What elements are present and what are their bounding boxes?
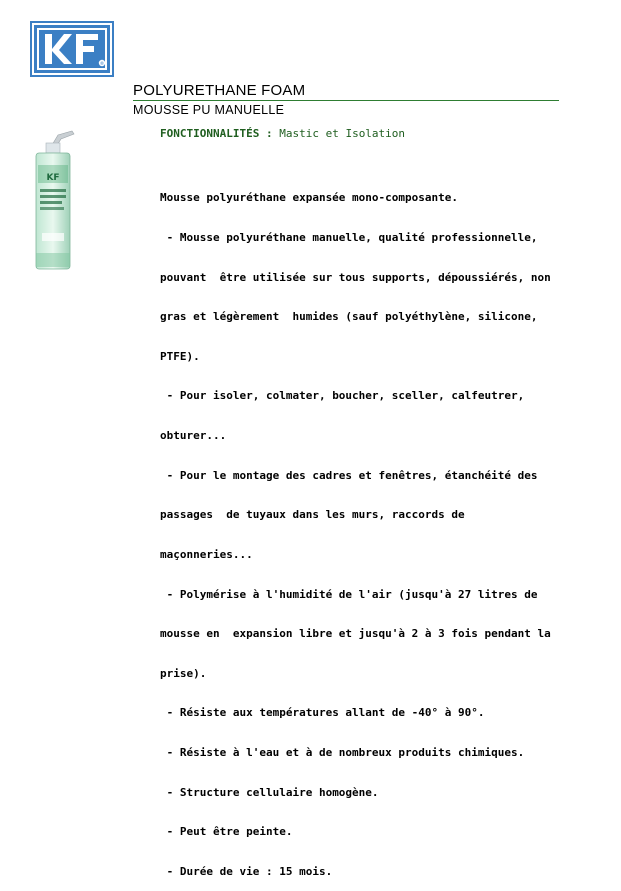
svg-text:®: ® xyxy=(99,62,105,67)
foam-can-icon xyxy=(28,125,82,275)
description-line: - Durée de vie : 15 mois. xyxy=(160,864,333,878)
svg-text:KF: KF xyxy=(46,173,60,183)
description-line: - Résiste aux températures allant de -40° à 90°. xyxy=(160,706,485,720)
description-line: pouvant être utilisée sur tous supports, dépoussiérés, non xyxy=(160,270,551,284)
description-line: - Structure cellulaire homogène. xyxy=(160,785,379,799)
kf-logo-icon xyxy=(32,23,112,75)
description-line: PTFE). xyxy=(160,349,200,363)
page-title: POLYURETHANE FOAM xyxy=(133,82,306,99)
description-line: - Mousse polyuréthane manuelle, qualité professionnelle, xyxy=(160,231,538,245)
description-line: - Peut être peinte. xyxy=(160,825,293,839)
kf-logo xyxy=(30,21,114,77)
title-divider xyxy=(133,100,559,101)
description-line: obturer... xyxy=(160,429,227,443)
page-subtitle: MOUSSE PU MANUELLE xyxy=(133,103,285,117)
features-heading xyxy=(160,127,405,140)
description-line: - Pour isoler, colmater, boucher, sceller, calfeutrer, xyxy=(160,389,525,403)
description-line: maçonneries... xyxy=(160,547,253,561)
description-line: prise). xyxy=(160,666,207,680)
description-line: Mousse polyuréthane expansée mono-composante. xyxy=(160,191,459,205)
description-line: mousse en expansion libre et jusqu'à 2 à 3 fois pendant la xyxy=(160,627,551,641)
description-line: gras et légèrement humides (sauf polyéthylène, silicone, xyxy=(160,310,538,324)
description-line: - Polymérise à l'humidité de l'air (jusqu'à 27 litres de xyxy=(160,587,538,601)
description-line: - Résiste à l'eau et à de nombreux produits chimiques. xyxy=(160,745,525,759)
description-line: - Pour le montage des cadres et fenêtres, étanchéité des xyxy=(160,468,538,482)
features-label: FONCTIONNALITÉS : xyxy=(160,127,280,140)
features-value: Mastic et Isolation xyxy=(279,127,406,140)
product-image xyxy=(28,125,82,275)
description-line: passages de tuyaux dans les murs, raccords de xyxy=(160,508,465,522)
product-description xyxy=(160,165,560,891)
